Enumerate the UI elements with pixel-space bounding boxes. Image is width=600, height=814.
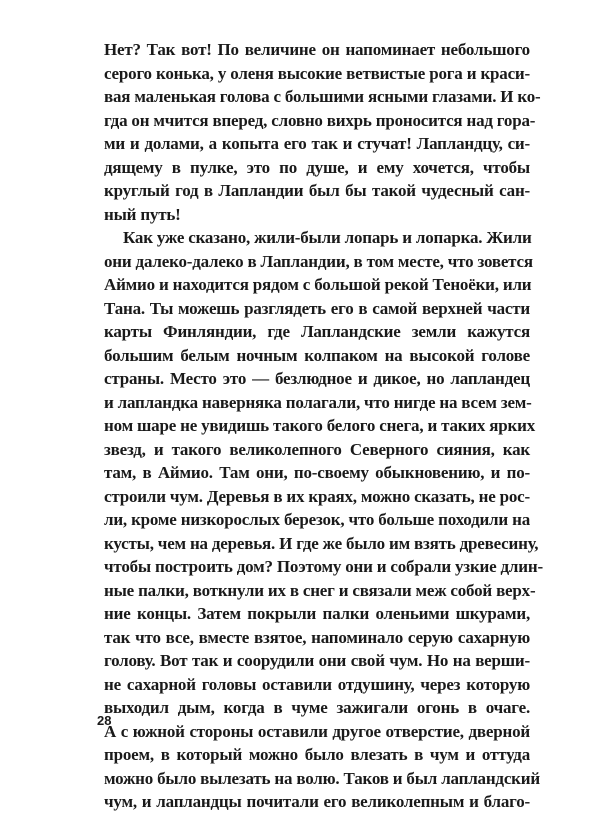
text-line: выходил дым, когда в чуме зажигали огонь в очаге. <box>104 698 530 717</box>
text-line: страны. Место это — безлюдное и дикое, но лапландец <box>104 369 530 388</box>
text-line: кусты, чем на деревья. И где же было им взять древесину, <box>104 533 539 553</box>
text-line: вая маленькая голова с большими ясными глазами. И ко- <box>104 87 541 106</box>
text-line: Аймио и находится рядом с большой рекой Теноёки, или <box>104 275 532 294</box>
text-line: чум, и лапландцы почитали его великолепным и благо- <box>104 792 530 811</box>
paragraph-first-line: Как уже сказано, жили-были лопарь и лопарка. Жили <box>123 228 532 247</box>
text-line: круглый год в Лапландии был бы такой чудесный сан- <box>104 181 530 200</box>
text-line: строили чум. Деревья в их краях, можно сказать, не рос- <box>104 486 530 506</box>
text-line: серого конька, у оленя высокие ветвистые рога и краси- <box>104 63 530 83</box>
text-line: проем, в который можно было влезать в чум и оттуда <box>104 745 530 764</box>
text-line: так что все, вместе взятое, напоминало серую сахарную <box>104 627 530 647</box>
paragraph-end-line: ный путь! <box>104 204 181 224</box>
text-line: Нет? Так вот! По величине он напоминает небольшого <box>104 40 530 59</box>
text-line: А с южной стороны оставили другое отверстие, дверной <box>104 721 530 741</box>
text-line: и лапландка наверняка полагали, что нигде на всем зем- <box>104 392 532 412</box>
text-line: ми и долами, а копыта его так и стучат! Лапландцу, си- <box>104 134 530 153</box>
page-number: 28 <box>97 713 112 728</box>
text-line: звезд, и такого великолепного Северного сияния, как <box>104 439 530 459</box>
text-line: голову. Вот так и соорудили они свой чум. Но на верши- <box>104 651 530 670</box>
text-line: Тана. Ты можешь разглядеть его в самой верхней части <box>104 298 530 318</box>
text-line: ние концы. Затем покрыли палки оленьими шкурами, <box>104 604 530 623</box>
text-line: не сахарной головы оставили отдушину, через которую <box>104 674 530 694</box>
text-line: чтобы построить дом? Поэтому они и собрали узкие длин- <box>104 557 543 576</box>
text-line: гда он мчится вперед, словно вихрь проносится над гора- <box>104 110 536 130</box>
text-line: они далеко-далеко в Лапландии, в том месте, что зовется <box>104 251 533 271</box>
text-line: ные палки, воткнули их в снег и связали меж собой верх- <box>104 580 536 600</box>
text-line: карты Финляндии, где Лапландские земли кажутся <box>104 322 530 341</box>
text-line: там, в Аймио. Там они, по-своему обыкновению, и по- <box>104 463 530 482</box>
text-line: можно было вылезать на волю. Таков и был лапландский <box>104 768 540 788</box>
text-line: дящему в пулке, это по душе, и ему хочется, чтобы <box>104 157 530 177</box>
text-line: ли, кроме низкорослых березок, что больше походили на <box>104 510 530 529</box>
text-line: ном шаре не увидишь такого белого снега, и таких ярких <box>104 416 536 435</box>
text-line: большим белым ночным колпаком на высокой голове <box>104 345 530 365</box>
body-text <box>104 38 543 814</box>
